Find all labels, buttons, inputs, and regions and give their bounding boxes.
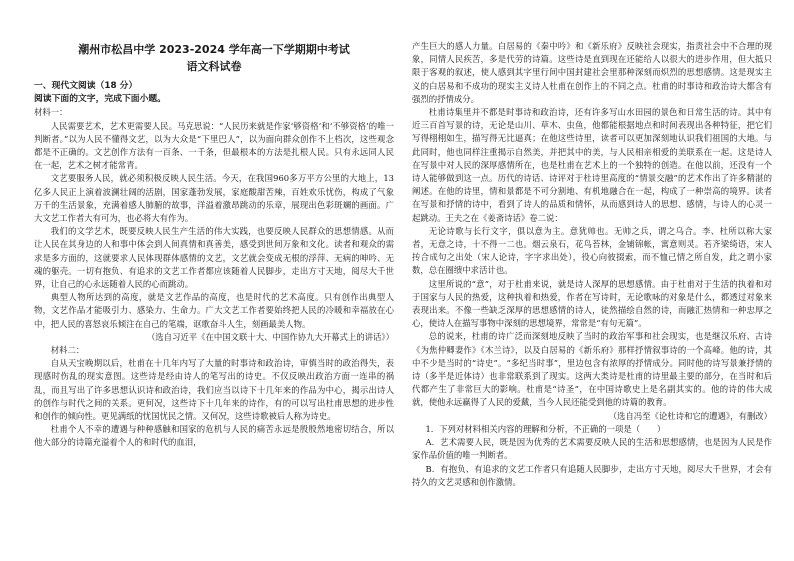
material-two-continued: 产生巨大的感人力量。白居易的《秦中吟》和《新乐府》反映社会现实，指责社会中不合理的现象，同情人民疾苦，多是代劳的诗篇。这些诗是直到现在还能给人以很大的进步作用，但大抵只限于客观的叙述，使人感到其字里行间中国封建社会里那种深刻而炽烈的思想感情。这是现实主义的白居易和不成功的现实主义诗人杜甫在创作上的不同之点。杜甫的时事诗和政治诗大都含有强烈的抒情成分。 — [412, 41, 772, 104]
material-one-paragraph: 文艺要服务人民，就必须积极反映人民生活。今天，在我国960多万平方公里的大地上，13亿多人民正上演着波澜壮阔的活剧，国家蓬勃发展，家庭酸甜苦辣，百姓欢乐忧伤，构成了气象万千的生活景象，充满着感人肺腑的故事，洋溢着激昂跳动的乐章，展现出色彩斑斓的画面。广大文艺工作者大有可为，也必将大有作为。 — [34, 173, 394, 224]
question-one: 1．下列对材料相关内容的理解和分析，不正确的一项是（ ） — [425, 423, 666, 434]
reading-instruction: 阅读下面的文字，完成下面小题。 — [34, 94, 166, 105]
option-b: B．有抱负、有追求的文艺工作者只有追随人民脚步，走出方寸天地，阅尽大千世界，才会有持久的文艺灵感和创作激情。 — [412, 463, 772, 487]
option-a: A．艺术需要人民，既是因为优秀的艺术需要反映人民的生活和思想感情，也是因为人民是作家作品价值的唯一判断者。 — [412, 437, 772, 461]
material-two-paragraph: 自从天宝晚期以后，杜甫在十几年内写了大量的时事诗和政治诗，审慎当时的政治得失，表现感时伤乱的现实意图。这些诗是经由诗人的笔写出的诗史。不仅反映出政治方面一连串的祸乱，而且写出了许多思想认识诗和政治诗，我们应当以诗下十几年来的作品为中心，揭示出诗人的创作与时代之间的关系。更何况，这些诗下十几年来的诗作，有的可以写出杜甫思想的进步性和创作的倾向性。更见满纸的忧国忧民之情。又何况，这些诗歌被后人称为诗史。 — [34, 358, 394, 422]
material-one-label: 材料一： — [34, 107, 68, 118]
material-one-paragraph: 人民需要艺术，艺术更需要人民。马克思说：“人民历来就是作家‘够资格’和‘不够资格’的唯一判断者。”以为人民不懂得文艺，以为大众是“下里巴人”，以为面向群众创作不上档次，这些观念都是不正确的。文艺创作方法有一百条、一千条，但最根本的方法是扎根人民。只有永远同人民在一起，艺术之树才能常青。 — [34, 120, 394, 171]
material-two-label: 材料二： — [50, 345, 85, 356]
exam-subtitle: 语文科试卷 — [186, 60, 242, 73]
right-column — [412, 40, 772, 489]
quoted-passage: 无论诗歌与长行文字，俱以意为主。意犹帅也。无帅之兵，谓之乌合。李、杜所以称大家者，无意之诗，十不得一二也。烟云泉石，花鸟苔林，金铺锦帐，寓意则灵。若齐梁绮语，宋人抟合成句之出处（宋人论诗，字字求出处），役心向彼掇索，而不恤己情之所自发，此之谓小家数，总在圈缋中求活计也。 — [412, 225, 772, 276]
material-two-paragraph: 总的说来，杜甫的诗广泛而深刻地反映了当时的政治军事和社会现实，也是继汉乐府、古诗《为焦仲卿妻作》《木兰诗》，以及白居易的《新乐府》那样抒情叙事诗的一个高峰。他的诗，其中不少是当时的“诗史”。“多纪当时事”，里边包含有浓厚的抒情成分。同时他的诗写景兼抒情的诗（多半是近体诗）也非常联系到了现实。这两大类诗是杜甫的诗里最主要的部分，在当时和后代都产生了非常巨大的影响。杜甫是“诗圣”，在中国诗歌史上是名副其实的。他的诗的伟大成就，使他永远赢得了人民的爱戴，当今人民还能受到他的诗篇的教育。 — [412, 331, 772, 408]
material-two-source: （选自冯至《论杜诗和它的遭遇》，有删改） — [608, 410, 772, 421]
material-one-paragraph: 我们的文学艺术，既要反映人民生产生活的伟大实践，也要反映人民群众的思想情感。从而让人民在其身边的人和事中体会到人间真情和真善美，感受到世间万象和文化。读者和观众的需求是多方面的，这就要求人民体现群体感情的文艺，文艺就会变成无根的浮萍、无病的呻吟、无魂的躯壳。一切有抱负、有追求的文艺工作者都应该随着人民脚步，走出方寸天地，阅尽大千世界，让自己的心永远随着人民的心而跳动。 — [34, 226, 394, 290]
material-one-paragraph: 典型人物所达到的高度，就是文艺作品的高度，也是时代的艺术高度。只有创作出典型人物，文艺作品才能吸引力、感染力、生命力。广大文艺工作者要始终把人民的冷暖和幸福放在心中，把人民的喜怒哀乐倾注在自己的笔端，讴歌奋斗人生，刻画最美人物。 — [34, 292, 394, 329]
section-heading: 一、现代文阅读（18 分） — [34, 81, 138, 91]
material-two-paragraph: 这里所说的“意”，对于杜甫来说，就是诗人深厚的思想感情。由于杜甫对于生活的执着和对于国家与人民的热爱，这种执着和热爱，作者在写诗时，无论歌咏的对象是什么，都透过对象来表现出来。不像一些缺乏深厚的思想感情的诗人，徒然描绘自然的诗，而融汇热情和一种忠厚之心，使诗人在描写事物中深刻的思想境界，常常是“有句无篇”。 — [412, 278, 772, 329]
material-two-paragraph: 杜甫诗集里并不都是时事诗和政治诗，还有许多写山水田园的景色和日常生活的诗。其中有近三百首写景的诗，无论是山川、草木、虫鱼，他都能根据地点和时间表现出各种特征，把它们写得栩栩如生，描写得无比逼真；在他这些诗里，读者可以更加深刻地认识我们祖国的大地。与此同时，他也同样注重揭示自然美，并把其中的美，与人民相亲相爱的美联系在一起。这是诗人在写景中对人民的深厚感情所在，也是杜甫在艺术上的一个独特的创造。在他以前，还没有一个诗人能够做到这一点。历代的诗话、诗评对于杜诗里高度的“情景交融”的艺术作出了许多精湛的阐述。在他的诗里，情和景都是不可分割地、有机地融合在一起，构成了一种崇高的境界。读者在写景和抒情的诗中，看到了诗人的品质和情怀，从而感到诗人的思想、感情，与诗人的心灵一起跳动。王夫之在《姜斋诗话》卷二说： — [412, 107, 772, 223]
exam-title: 潮州市松昌中学 2023-2024 学年高一下学期期中考试 — [78, 43, 350, 56]
material-one-source: （选自习近平《在中国文联十大、中国作协九大开幕式上的讲话》） — [146, 331, 394, 342]
material-two-paragraph: 杜甫个人不幸的遭遇与种种感触和国家的危机与人民的痛苦永远是殷殷然地密切结合，所以他大部分的诗篇充溢着个人的和时代的血泪， — [34, 424, 394, 448]
left-column — [34, 80, 394, 450]
